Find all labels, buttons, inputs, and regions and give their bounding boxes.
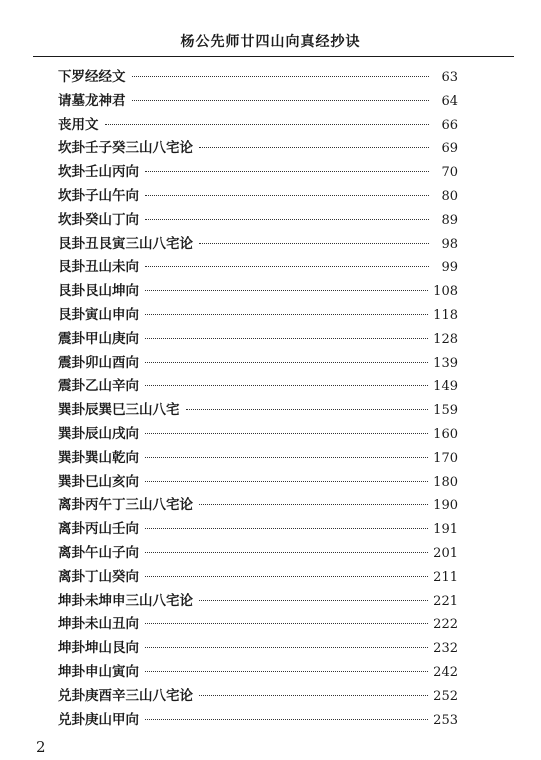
toc-entry-page: 201 — [433, 545, 458, 561]
dot-leader — [105, 124, 430, 125]
dot-leader — [145, 290, 428, 291]
dot-leader — [145, 195, 429, 196]
dot-leader — [145, 647, 428, 648]
toc-entry[interactable] — [58, 137, 458, 161]
toc-entry-title: 坤卦未山丑向 — [58, 616, 139, 633]
toc-entry-title: 坎卦壬山丙向 — [58, 164, 139, 181]
toc-entry[interactable] — [58, 423, 458, 447]
toc-entry-title: 艮卦寅山申向 — [58, 306, 139, 323]
toc-entry-page: 149 — [433, 379, 458, 395]
toc-entry-title: 坎卦癸山丁向 — [58, 211, 139, 228]
toc-entry-page: 99 — [441, 260, 458, 276]
toc-entry[interactable] — [58, 613, 458, 637]
toc-entry[interactable] — [58, 233, 458, 257]
toc-entry-page: 64 — [441, 93, 458, 109]
toc-entry-page: 190 — [433, 498, 458, 514]
dot-leader — [199, 600, 428, 601]
toc-entry[interactable] — [58, 256, 458, 280]
dot-leader — [145, 528, 428, 529]
toc-entry-title: 离卦丙午丁三山八宅论 — [58, 497, 193, 514]
toc-entry[interactable] — [58, 637, 458, 661]
dot-leader — [145, 457, 428, 458]
toc-entry-page: 66 — [441, 117, 458, 133]
toc-entry-title: 坤卦坤山艮向 — [58, 640, 139, 657]
toc-entry-title: 巽卦辰巽巳三山八宅 — [58, 402, 180, 419]
toc-entry-title: 丧用文 — [58, 116, 99, 133]
running-header: 杨公先师廿四山向真经抄诀 — [180, 34, 361, 50]
dot-leader — [145, 623, 428, 624]
toc-entry-page: 118 — [433, 307, 458, 323]
toc-entry-page: 89 — [441, 212, 458, 228]
dot-leader — [132, 76, 430, 77]
toc-entry-page: 108 — [433, 284, 458, 300]
toc-entry-page: 128 — [433, 331, 458, 347]
toc-entry[interactable] — [58, 161, 458, 185]
dot-leader — [145, 219, 429, 220]
dot-leader — [199, 243, 429, 244]
dot-leader — [145, 266, 429, 267]
toc-entry-title: 艮卦艮山坤向 — [58, 283, 139, 300]
toc-entry[interactable] — [58, 66, 458, 90]
dot-leader — [145, 481, 428, 482]
dot-leader — [145, 314, 428, 315]
dot-leader — [132, 100, 430, 101]
dot-leader — [199, 147, 429, 148]
toc-entry-page: 98 — [441, 236, 458, 252]
toc-entry-title: 坤卦未坤申三山八宅论 — [58, 592, 193, 609]
dot-leader — [145, 362, 428, 363]
toc-entry-title: 巽卦辰山戌向 — [58, 425, 139, 442]
dot-leader — [145, 338, 428, 339]
dot-leader — [145, 171, 429, 172]
toc-entry-title: 兑卦庚山甲向 — [58, 711, 139, 728]
toc-entry-title: 离卦丙山壬向 — [58, 521, 139, 538]
toc-entry[interactable] — [58, 114, 458, 138]
toc-entry[interactable] — [58, 375, 458, 399]
toc-entry-page: 139 — [433, 355, 458, 371]
toc-entry-page: 80 — [441, 188, 458, 204]
toc-entry-title: 坤卦申山寅向 — [58, 663, 139, 680]
toc-entry[interactable] — [58, 280, 458, 304]
toc-entry-title: 震卦乙山辛向 — [58, 378, 139, 395]
toc-entry[interactable] — [58, 447, 458, 471]
toc-entry-page: 170 — [433, 450, 458, 466]
table-of-contents — [58, 66, 458, 732]
dot-leader — [145, 433, 428, 434]
dot-leader — [199, 695, 428, 696]
toc-entry[interactable] — [58, 209, 458, 233]
toc-entry[interactable] — [58, 494, 458, 518]
toc-entry-title: 巽卦巽山乾向 — [58, 449, 139, 466]
toc-entry[interactable] — [58, 399, 458, 423]
toc-entry-title: 离卦午山子向 — [58, 544, 139, 561]
dot-leader — [145, 552, 428, 553]
toc-entry-page: 253 — [433, 712, 458, 728]
toc-entry-title: 坎卦壬子癸三山八宅论 — [58, 140, 193, 157]
toc-entry[interactable] — [58, 90, 458, 114]
toc-entry[interactable] — [58, 685, 458, 709]
dot-leader — [199, 504, 428, 505]
toc-entry[interactable] — [58, 566, 458, 590]
toc-entry[interactable] — [58, 661, 458, 685]
toc-entry[interactable] — [58, 518, 458, 542]
toc-entry[interactable] — [58, 352, 458, 376]
toc-entry-page: 69 — [441, 141, 458, 157]
toc-entry[interactable] — [58, 328, 458, 352]
toc-entry[interactable] — [58, 590, 458, 614]
toc-entry-page: 221 — [433, 593, 458, 609]
toc-entry-page: 252 — [433, 688, 458, 704]
toc-entry-page: 63 — [441, 70, 458, 85]
toc-entry-title: 震卦卯山酉向 — [58, 354, 139, 371]
toc-entry-page: 191 — [433, 522, 458, 538]
toc-entry-title: 下罗经经文 — [58, 69, 126, 85]
toc-entry-page: 211 — [433, 569, 458, 585]
toc-entry-page: 232 — [433, 641, 458, 657]
dot-leader — [145, 576, 428, 577]
toc-entry-title: 震卦甲山庚向 — [58, 330, 139, 347]
toc-entry-title: 坎卦子山午向 — [58, 187, 139, 204]
toc-entry-page: 159 — [433, 403, 458, 419]
toc-entry-title: 艮卦丑艮寅三山八宅论 — [58, 235, 193, 252]
toc-entry-page: 222 — [433, 617, 458, 633]
toc-entry-title: 请墓龙神君 — [58, 92, 126, 109]
toc-entry[interactable] — [58, 471, 458, 495]
toc-entry[interactable] — [58, 185, 458, 209]
toc-entry[interactable] — [58, 542, 458, 566]
toc-entry-title: 艮卦丑山未向 — [58, 259, 139, 276]
page-number: 2 — [36, 738, 46, 756]
toc-entry-page: 180 — [433, 474, 458, 490]
dot-leader — [145, 385, 428, 386]
toc-entry[interactable] — [58, 304, 458, 328]
dot-leader — [145, 671, 428, 672]
toc-entry-title: 兑卦庚酉辛三山八宅论 — [58, 687, 193, 704]
toc-entry-title: 巽卦巳山亥向 — [58, 473, 139, 490]
dot-leader — [145, 719, 428, 720]
toc-entry-page: 242 — [433, 664, 458, 680]
toc-entry-page: 70 — [441, 165, 458, 181]
toc-entry-title: 离卦丁山癸向 — [58, 568, 139, 585]
toc-entry[interactable] — [58, 709, 458, 733]
dot-leader — [186, 409, 429, 410]
header-rule — [33, 56, 514, 57]
toc-entry-page: 160 — [433, 426, 458, 442]
